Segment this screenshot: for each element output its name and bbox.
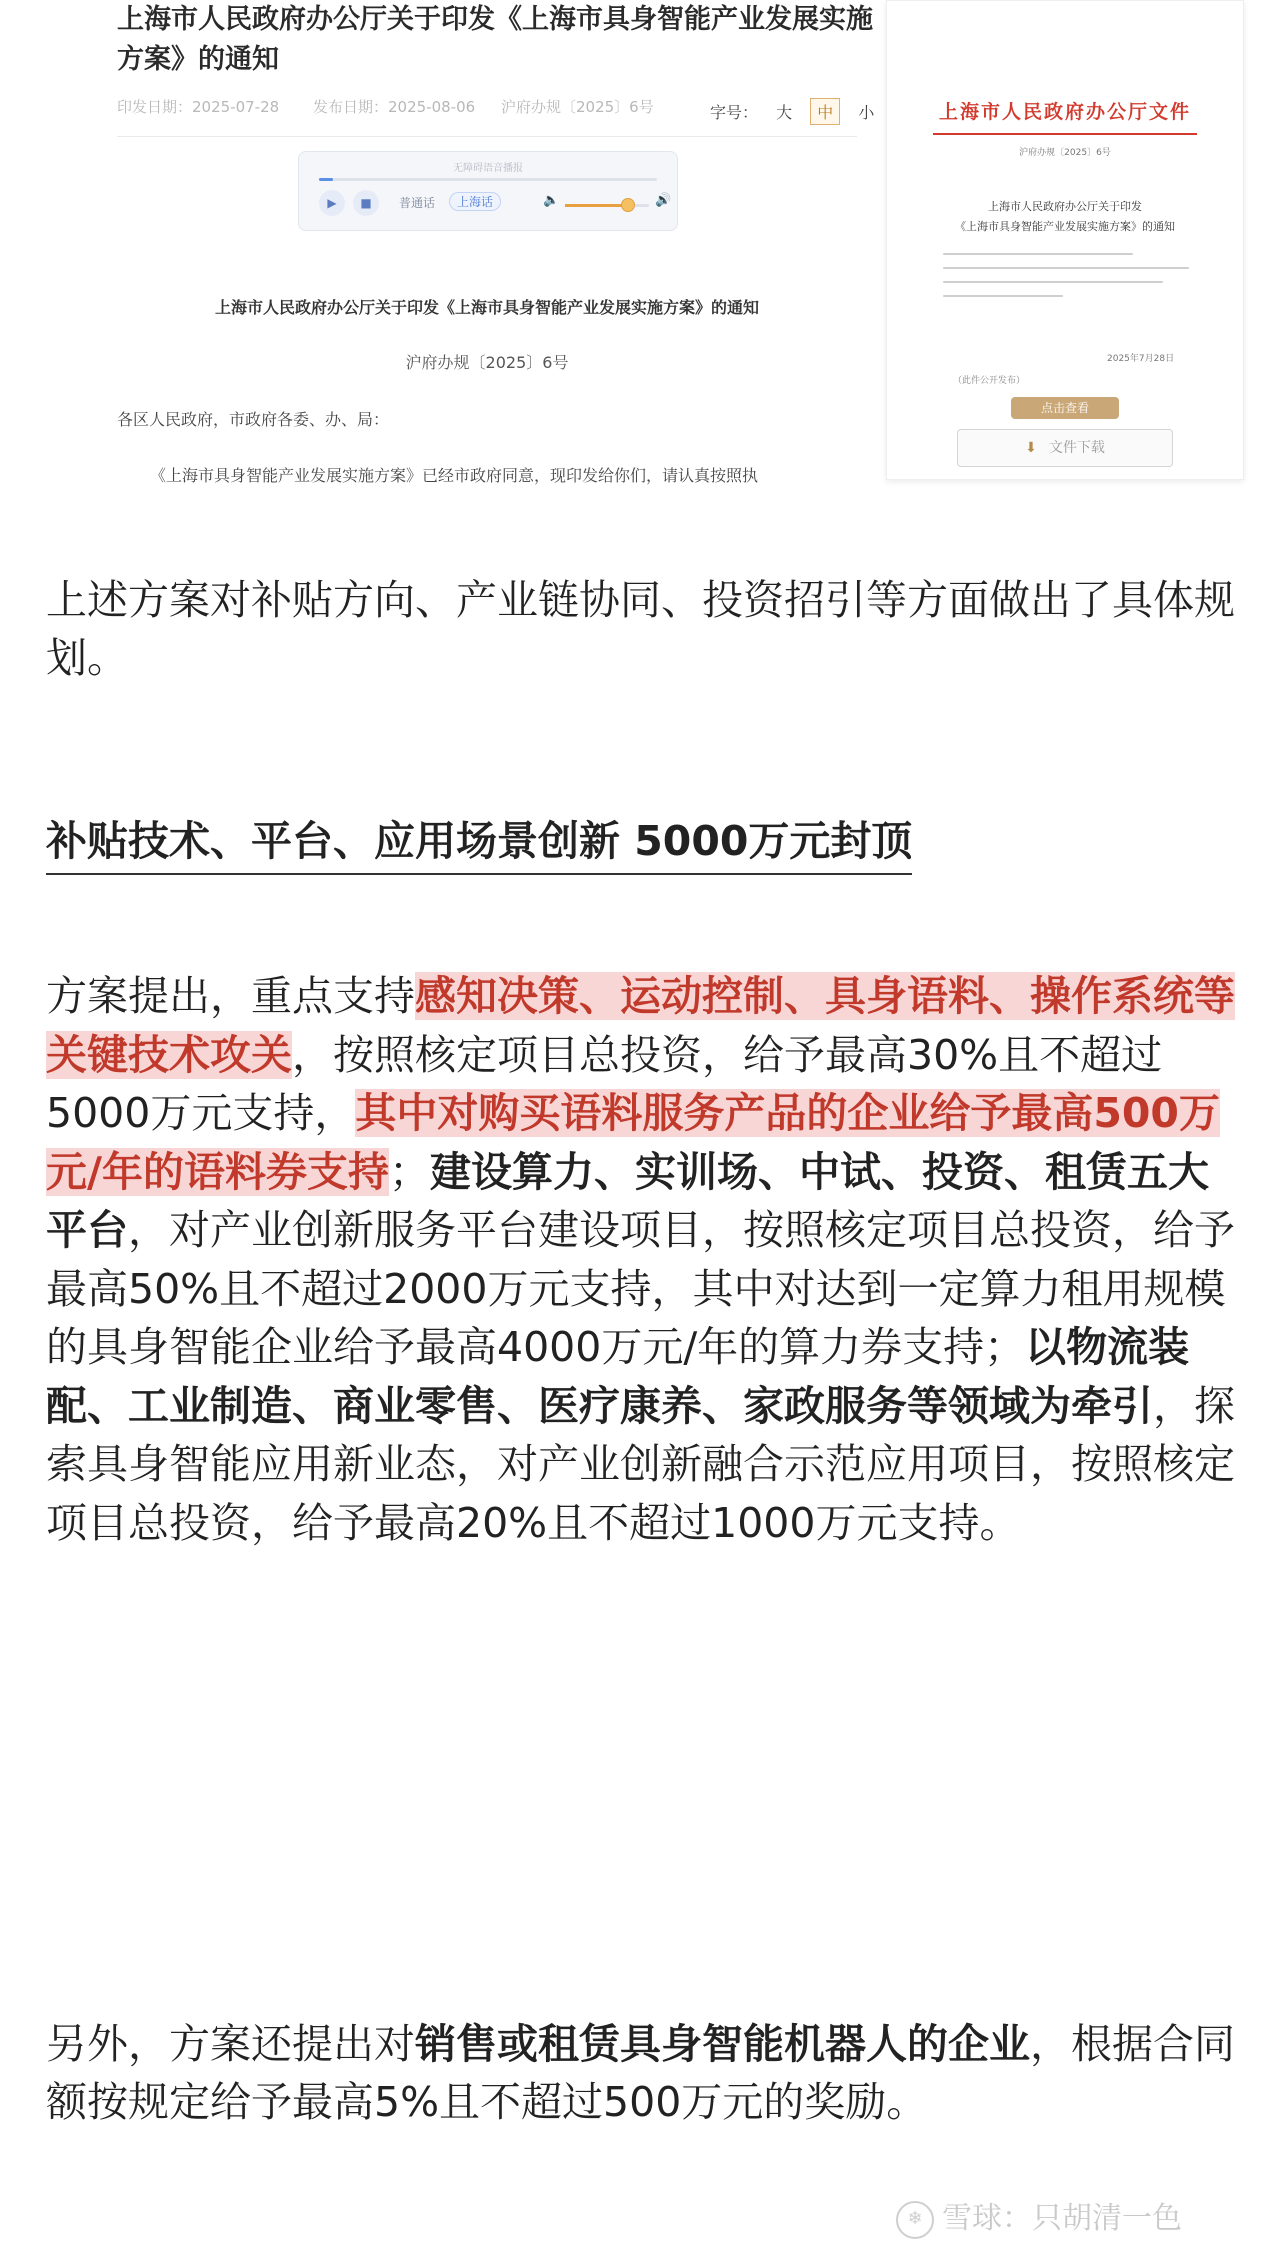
embedded-screenshot (0, 0, 1279, 500)
text: 另外，方案还提出对 (46, 2020, 415, 2068)
preview-header: 上海市人民政府办公厅文件 (938, 101, 1191, 123)
preview-text-line (943, 267, 1189, 269)
highlight: 其中对购买语料服务产品的企业给予最高500万元/年的语料券支持 (46, 1089, 1220, 1196)
text: ，对产业创新服务平台建设项目，按照核定项目总投资，给予最高50%且不超过2000万元支持，其中对达到一定算力租用规模的具身智能企业给予最高4000万元/年的算力券支持； (46, 1206, 1235, 1371)
text: ，探索具身智能应用新业态，对产业创新融合示范应用项目，按照核定项目总投资，给予最高20%且不超过1000万元支持。 (46, 1381, 1235, 1547)
doc-heading: 上海市人民政府办公厅关于印发《上海市具身智能产业发展实施方案》的通知 (214, 298, 759, 317)
volume-knob[interactable] (621, 198, 635, 212)
audio-progress[interactable] (319, 178, 657, 181)
document-preview (886, 0, 1244, 480)
doc-number-line: 沪府办规〔2025〕6号 (405, 353, 569, 372)
article-paragraph-1: 上述方案对补贴方向、产业链协同、投资招引等方面做出了具体规划。 (46, 576, 1235, 682)
print-date: 印发日期：2025-07-28 (117, 98, 280, 116)
download-icon: ⬇ (1025, 440, 1037, 456)
highlight: 感知决策、运动控制、具身语料、操作系统等关键技术攻关 (46, 972, 1235, 1079)
lang-shanghai[interactable]: 上海话 (449, 192, 501, 211)
section-title: 补贴技术、平台、应用场景创新 5000万元封顶 (46, 811, 912, 875)
font-size-switcher (710, 98, 881, 125)
article-paragraph-3 (46, 2015, 1241, 2131)
preview-title-line1: 上海市人民政府办公厅关于印发 (988, 200, 1142, 213)
preview-title-line2: 《上海市具身智能产业发展实施方案》的通知 (955, 220, 1175, 233)
lang-mandarin[interactable]: 普通话 (399, 196, 436, 210)
bold-text: 以物流装配、工业制造、商业零售、医疗康养、家政服务等领域为牵引 (46, 1323, 1190, 1430)
preview-date: 2025年7月28日 (1107, 354, 1175, 364)
download-label: 文件下载 (1048, 440, 1105, 456)
divider (117, 136, 857, 137)
doc-recipients: 各区人民政府，市政府各委、办、局： (117, 410, 390, 429)
preview-text-line (943, 253, 1133, 255)
stop-icon[interactable]: ■ (353, 190, 379, 216)
preview-rule (933, 133, 1197, 135)
watermark-text: 雪球：只胡清一色 (942, 2201, 1182, 2236)
font-size-label: 字号： (710, 103, 759, 122)
download-button[interactable] (957, 429, 1173, 467)
watermark (896, 2193, 1182, 2239)
publish-date: 发布日期：2025-08-06 (313, 98, 476, 116)
preview-number: 沪府办规〔2025〕6号 (1019, 148, 1111, 158)
page-title: 上海市人民政府办公厅关于印发《上海市具身智能产业发展实施方案》的通知 (117, 4, 873, 75)
bold-text: 销售或租赁具身智能机器人的企业 (415, 2020, 1030, 2068)
text: ，根据合同额按规定给予最高5%且不超过500万元的奖励。 (46, 2020, 1235, 2126)
font-size-large[interactable]: 大 (776, 103, 793, 122)
text: ，按照核定项目总投资，给予最高30%且不超过5000万元支持， (46, 1030, 1163, 1137)
play-icon[interactable]: ▶ (319, 190, 345, 216)
doc-body: 《上海市具身智能产业发展实施方案》已经市政府同意，现印发给你们，请认真按照执 (150, 466, 759, 485)
audio-hint: 无障碍语音播报 (453, 163, 523, 174)
volume-high-icon: 🔊 (655, 193, 672, 208)
font-size-medium[interactable]: 中 (810, 98, 840, 125)
preview-text-line (943, 295, 1063, 297)
font-size-small[interactable]: 小 (858, 103, 875, 122)
view-button[interactable]: 点击查看 (1011, 397, 1119, 419)
text: ； (388, 1147, 430, 1196)
preview-text-line (943, 281, 1163, 283)
preview-publish: （此件公开发布） (953, 376, 1026, 386)
bold-text: 建设算力、实训场、中试、投资、租赁五大平台 (46, 1147, 1209, 1254)
text: 方案提出，重点支持 (46, 972, 415, 1020)
snowball-icon: ❄ (896, 2201, 934, 2239)
volume-low-icon: 🔈 (543, 193, 560, 208)
article-paragraph-2 (46, 967, 1241, 1552)
doc-number: 沪府办规〔2025〕6号 (501, 98, 654, 116)
audio-player (298, 151, 678, 231)
volume-slider[interactable] (565, 204, 649, 207)
